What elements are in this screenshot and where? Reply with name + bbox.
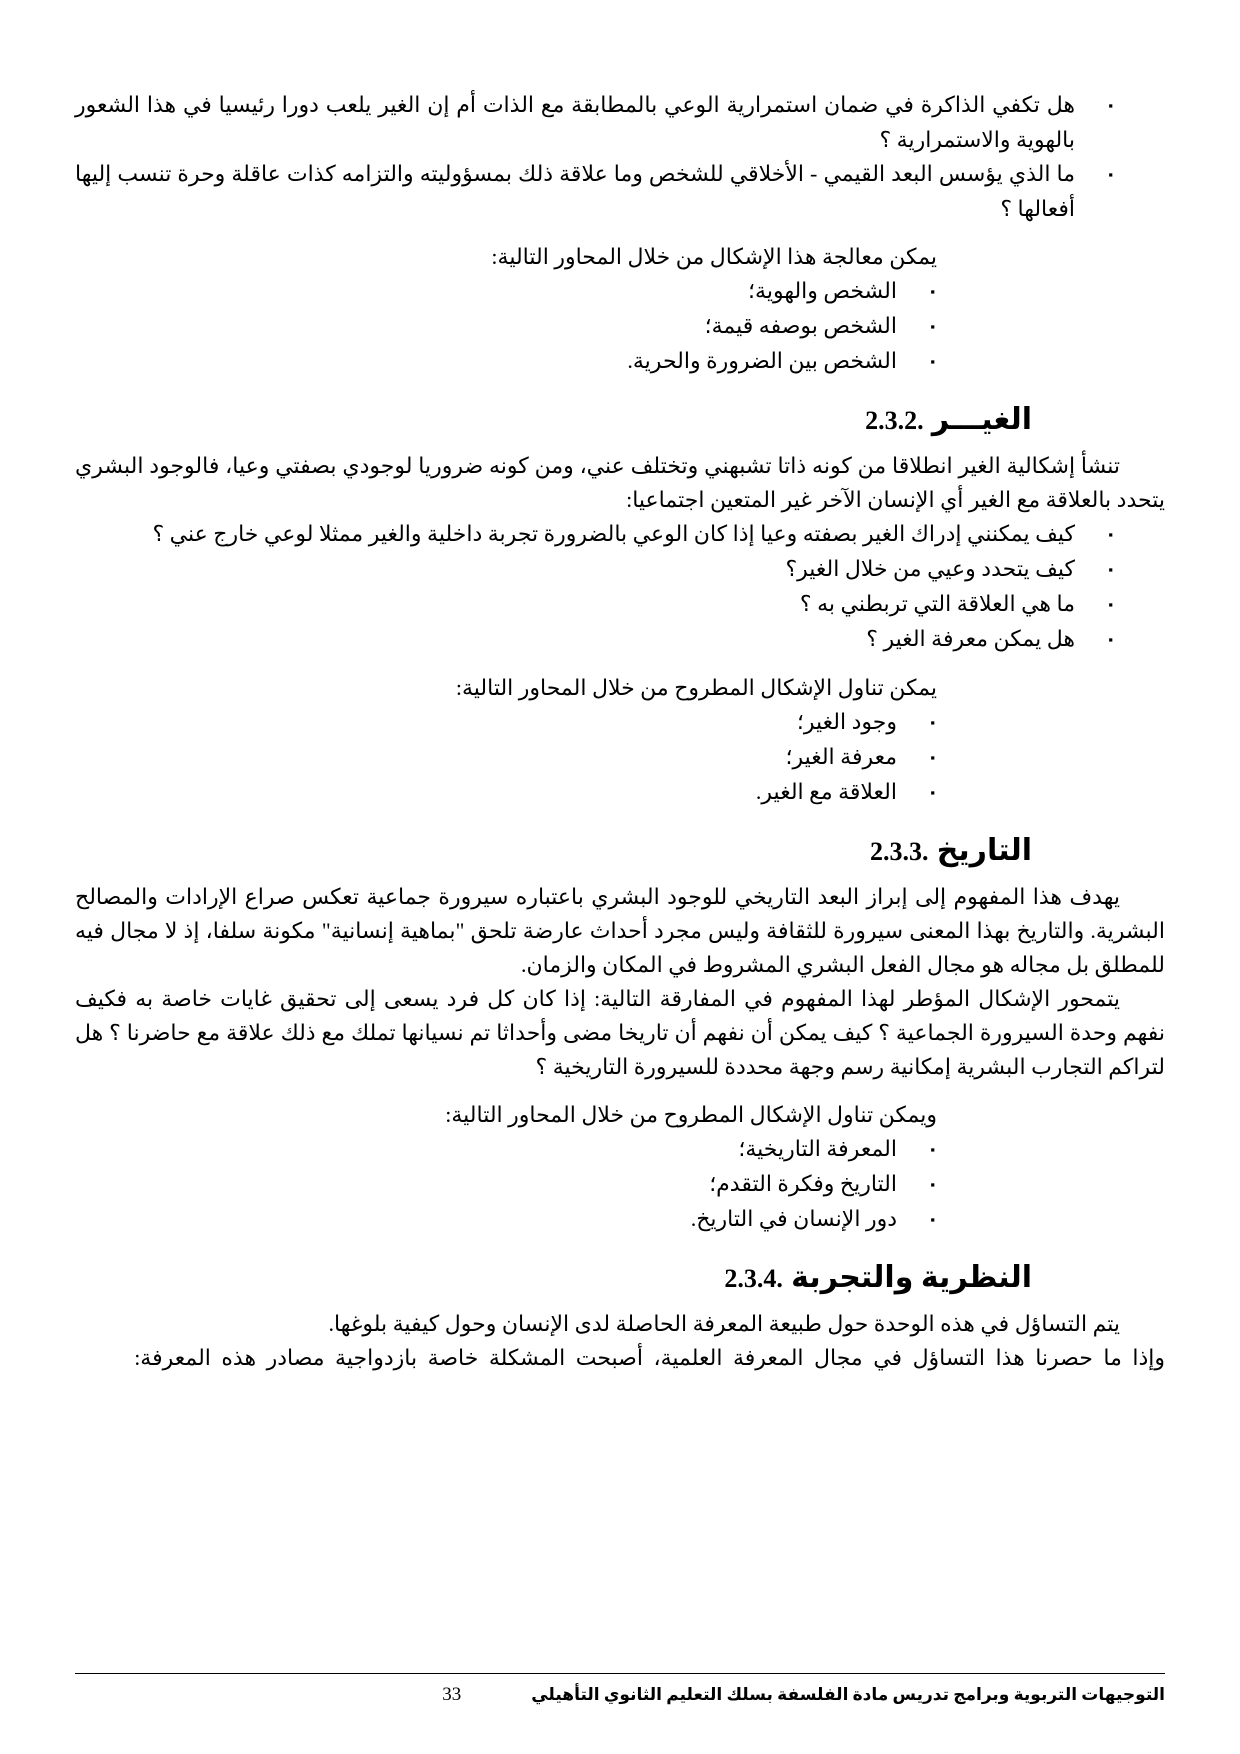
- bullet-square-icon: ▪: [930, 785, 935, 800]
- section-heading-theory: [75, 1257, 1165, 1299]
- page-footer: [75, 1673, 1165, 1706]
- heading-wrap: [865, 401, 1032, 437]
- axes-list: [75, 1132, 1165, 1237]
- question-text: ما الذي يؤسس البعد القيمي - الأخلاقي للشخص وما علاقة ذلك بمسؤوليته والتزامه كذات عاقلة وحرة تنسب إليها أفعالها ؟: [75, 161, 1075, 221]
- axis-text: العلاقة مع الغير.: [755, 779, 897, 804]
- axis-text: وجود الغير؛: [796, 709, 897, 734]
- question-text: هل تكفي الذاكرة في ضمان استمرارية الوعي بالمطابقة مع الذات أم إن الغير يلعب دورا رئيسيا في هذا الشعور بالهوية والاستمرارية ؟: [75, 92, 1075, 152]
- axes-list: [75, 705, 1165, 810]
- axes-intro-text: ويمكن تناول الإشكال المطروح من خلال المحاور التالية:: [445, 1102, 937, 1127]
- bullet-square-icon: ▪: [930, 1212, 935, 1227]
- section-title: الغيـــر: [931, 403, 1032, 436]
- axis-text: الشخص والهوية؛: [748, 278, 897, 303]
- bullet-square-icon: ▪: [930, 750, 935, 765]
- list-item: [75, 775, 1165, 810]
- section-paragraph: يهدف هذا المفهوم إلى إبراز البعد التاريخي للوجود البشري باعتباره سيرورة جماعية تعكس صراع الإرادات والمصالح البشرية. والتاريخ بهذا المعنى سيرورة للثقافة وليس مجرد أحداث عارضة تلحق "بماهية إنسانية" مكونة سلفا، إذ لا مجال فيه للمطلق بل مجاله هو مجال الفعل البشري المشروط في المكان والزمان.: [75, 884, 1165, 977]
- list-item: [75, 309, 1165, 344]
- section-paragraph: يتمحور الإشكال المؤطر لهذا المفهوم في المفارقة التالية: إذا كان كل فرد يسعى إلى تحقيق غايات خاصة به فكيف نفهم وحدة السيرورة الجماعية ؟ كيف يمكن أن نفهم أن تاريخا مضى وأحداثا تم نسيانها تملك مع ذلك علاقة مع حاضرنا ؟ هل لتراكم التجارب البشرية إمكانية رسم وجهة محددة للسيرورة التاريخية ؟: [75, 986, 1165, 1079]
- axes-intro-text: يمكن تناول الإشكال المطروح من خلال المحاور التالية:: [455, 675, 937, 700]
- section-number: 2.3.2.: [865, 406, 924, 435]
- bullet-square-icon: ▪: [1108, 527, 1113, 542]
- section-paragraph: يتم التساؤل في هذه الوحدة حول طبيعة المعرفة الحاصلة لدى الإنسان وحول كيفية بلوغها.: [328, 1311, 1120, 1336]
- bullet-square-icon: ▪: [930, 1177, 935, 1192]
- axis-text: معرفة الغير؛: [785, 744, 897, 769]
- footer-title: التوجيهات التربوية وبرامج تدريس مادة الفلسفة بسلك التعليم الثانوي التأهيلي: [531, 1685, 1165, 1704]
- section-heading-history: [75, 830, 1165, 872]
- section-paragraph: وإذا ما حصرنا هذا التساؤل في مجال المعرفة العلمية، أصبحت المشكلة خاصة بازدواجية مصادر هذه المعرفة:: [134, 1345, 1165, 1370]
- axes-intro-text: يمكن معالجة هذا الإشكال من خلال المحاور التالية:: [491, 244, 937, 269]
- bullet-square-icon: ▪: [930, 1142, 935, 1157]
- bullet-square-icon: ▪: [930, 284, 935, 299]
- bullet-square-icon: ▪: [1108, 167, 1113, 182]
- section-number: 2.3.4.: [724, 1264, 783, 1293]
- list-item: [75, 552, 1165, 587]
- heading-wrap: [724, 1259, 1032, 1295]
- bullet-square-icon: ▪: [930, 354, 935, 369]
- list-item: [75, 1167, 1165, 1202]
- section-paragraph: تنشأ إشكالية الغير انطلاقا من كونه ذاتا تشبهني وتختلف عني، ومن كونه ضروريا لوجودي بصفتي وعيا، فالوجود البشري يتحدد بالعلاقة مع الغير أي الإنسان الآخر غير المتعين اجتماعيا:: [75, 453, 1165, 512]
- list-item: [75, 1132, 1165, 1167]
- question-text: هل يمكن معرفة الغير ؟: [866, 626, 1075, 651]
- list-item: [75, 274, 1165, 309]
- section-title: التاريخ: [936, 834, 1032, 867]
- list-item: [75, 622, 1165, 657]
- axis-text: التاريخ وفكرة التقدم؛: [709, 1171, 897, 1196]
- axis-text: دور الإنسان في التاريخ.: [690, 1206, 897, 1231]
- axis-text: المعرفة التاريخية؛: [738, 1136, 897, 1161]
- question-text: كيف يمكنني إدراك الغير بصفته وعيا إذا كان الوعي بالضرورة تجربة داخلية والغير ممثلا لوعي خارج عني ؟: [152, 521, 1075, 546]
- bullet-square-icon: ▪: [1108, 597, 1113, 612]
- list-item: [75, 517, 1165, 552]
- list-item: [75, 587, 1165, 622]
- question-text: كيف يتحدد وعيي من خلال الغير؟: [785, 556, 1075, 581]
- section-number: 2.3.3.: [870, 837, 929, 866]
- bullet-square-icon: ▪: [1108, 98, 1113, 113]
- page-number: 33: [442, 1684, 462, 1705]
- list-item: [75, 705, 1165, 740]
- heading-wrap: [870, 832, 1032, 868]
- page-content: [75, 88, 1165, 1375]
- list-item: [75, 740, 1165, 775]
- other-question-list: [75, 517, 1165, 657]
- bullet-square-icon: ▪: [930, 715, 935, 730]
- axis-text: الشخص بوصفه قيمة؛: [704, 313, 897, 338]
- bullet-square-icon: ▪: [930, 319, 935, 334]
- axis-text: الشخص بين الضرورة والحرية.: [627, 348, 897, 373]
- list-item: [75, 157, 1165, 226]
- section-heading-other: [75, 399, 1165, 441]
- section-title: النظرية والتجربة: [791, 1261, 1032, 1294]
- axes-list: [75, 274, 1165, 379]
- list-item: [75, 1202, 1165, 1237]
- bullet-square-icon: ▪: [1108, 632, 1113, 647]
- question-text: ما هي العلاقة التي تربطني به ؟: [799, 591, 1075, 616]
- intro-question-list: [75, 88, 1165, 226]
- bullet-square-icon: ▪: [1108, 562, 1113, 577]
- list-item: [75, 88, 1165, 157]
- list-item: [75, 344, 1165, 379]
